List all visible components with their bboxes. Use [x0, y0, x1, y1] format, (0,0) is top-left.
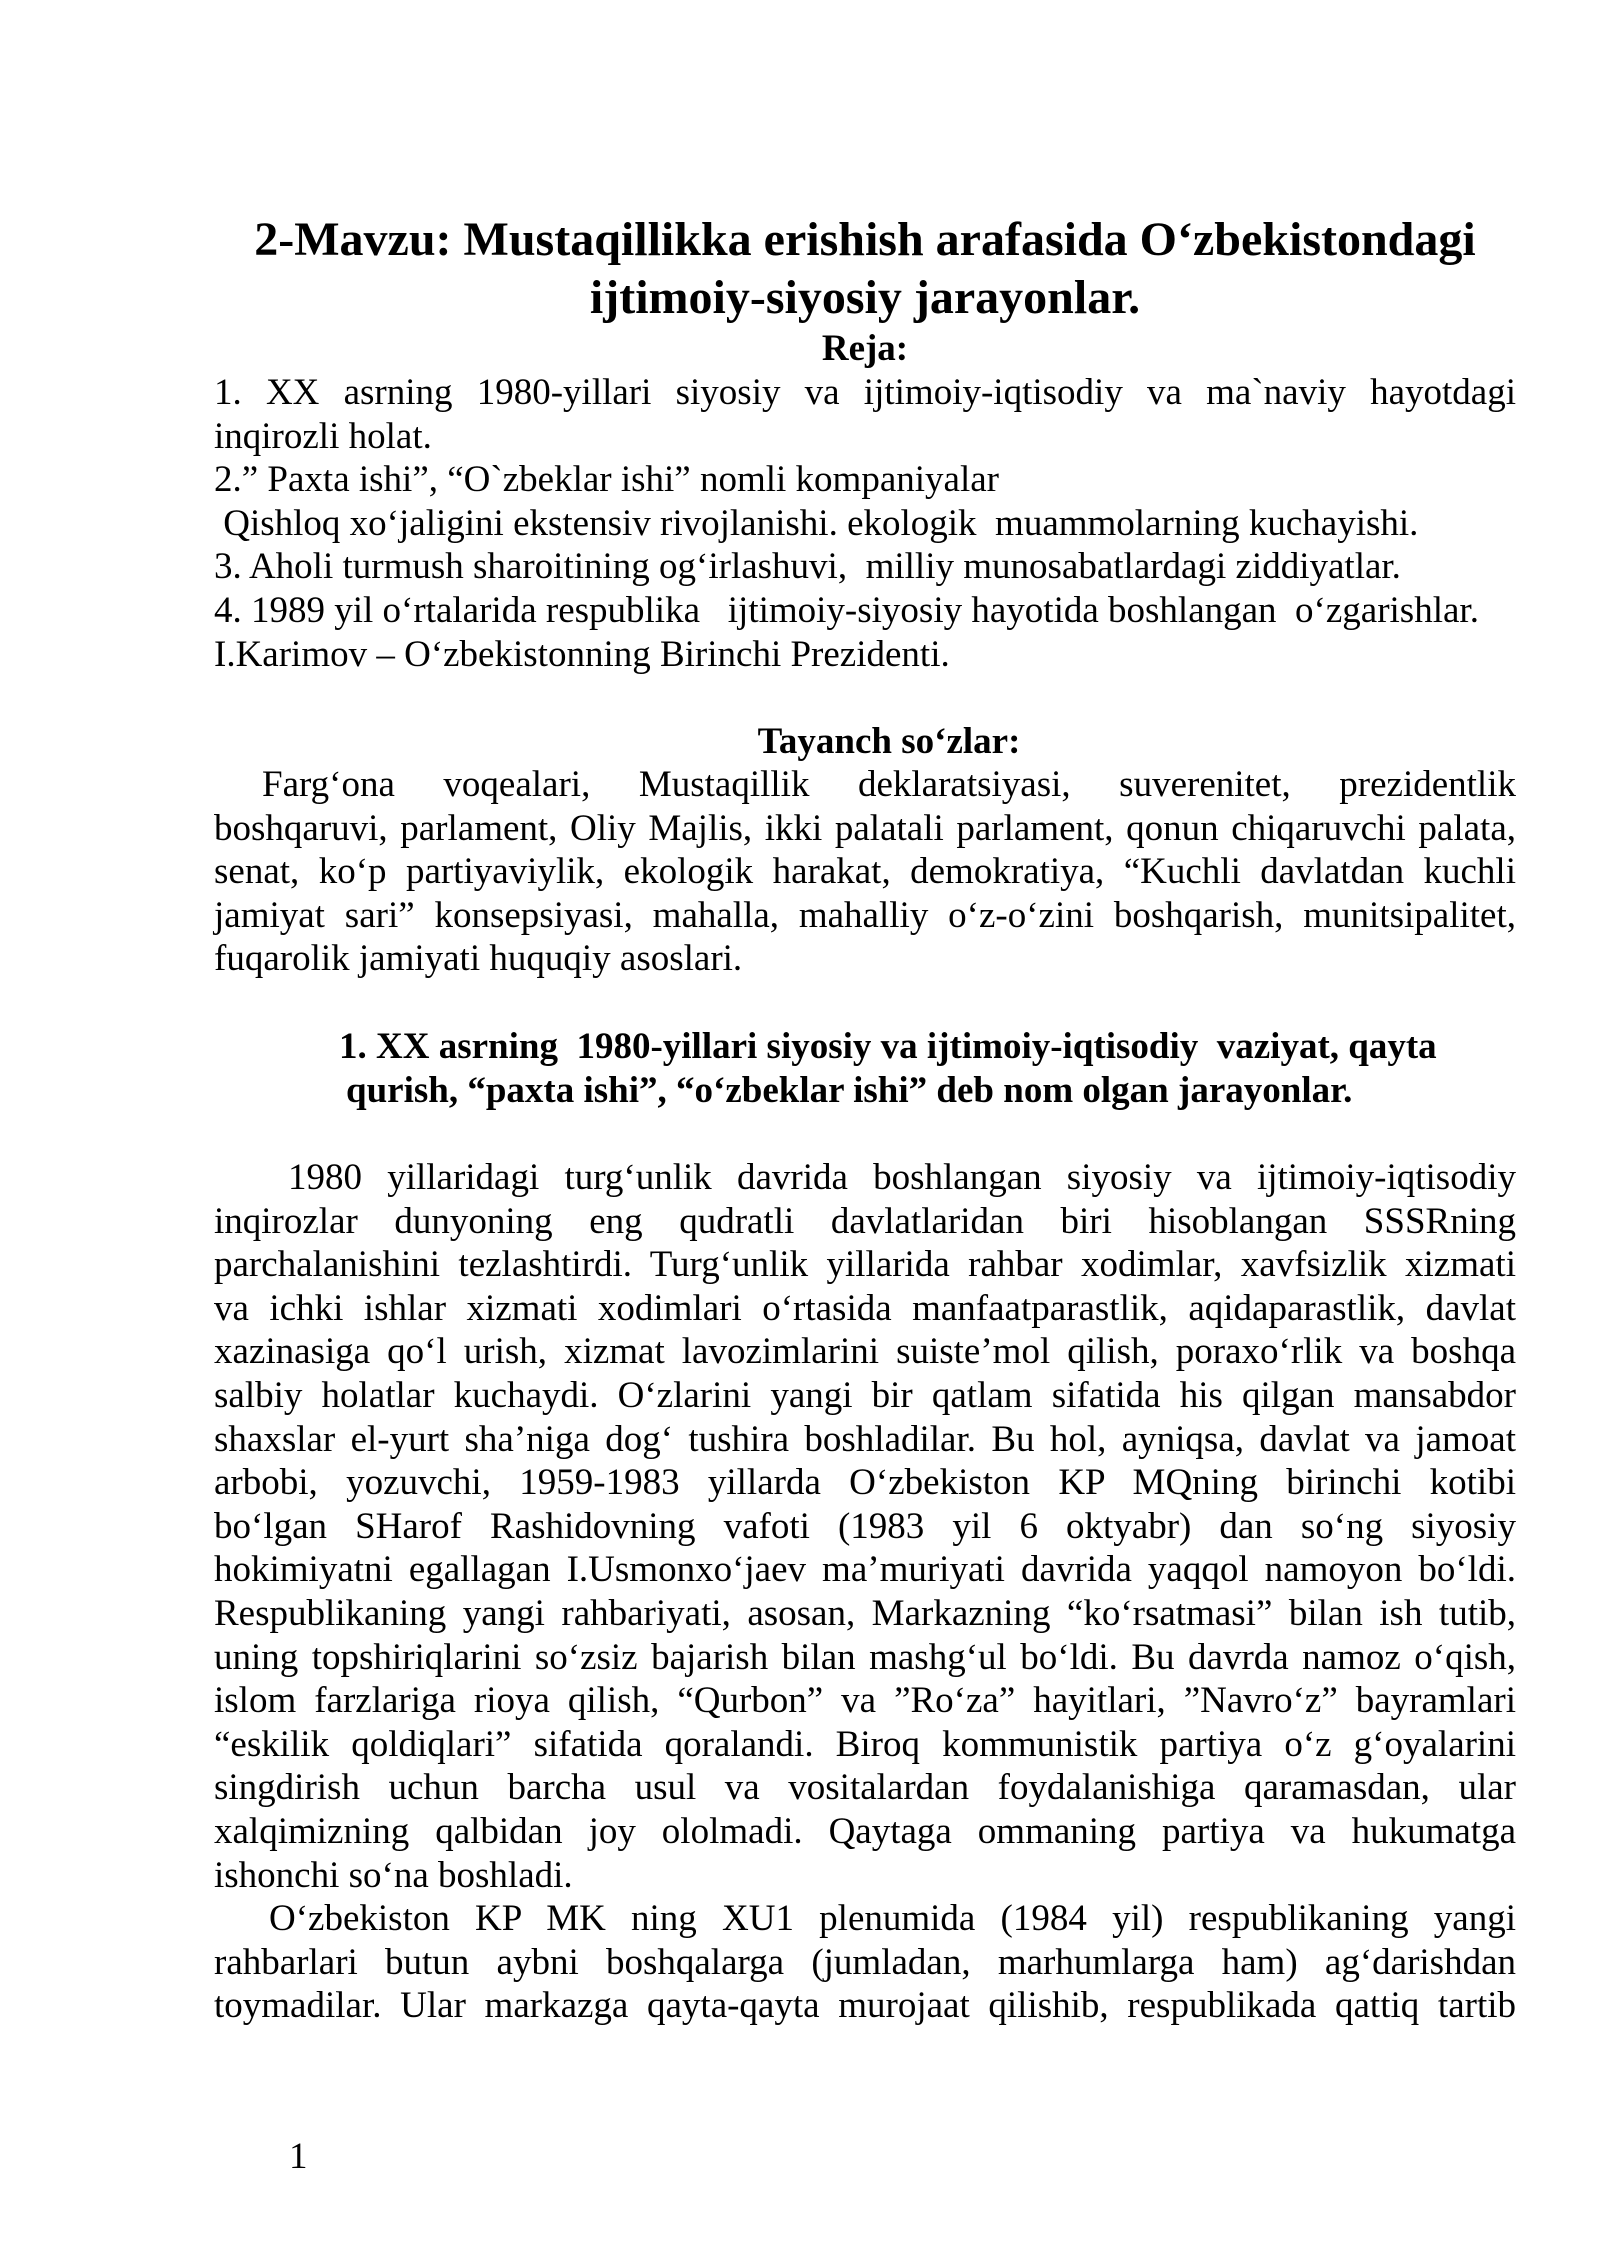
keywords-heading: Tayanch so‘zlar: [757, 721, 1021, 762]
body-line: salbiy holatlar kuchaydi. O‘zlarini yangi bir qatlam sifatida his qilgan mansabdor [214, 1374, 1516, 1416]
body-line: xalqimizning qalbidan joy ololmadi. Qaytaga ommaning partiya va hukumatga [214, 1810, 1516, 1852]
section-heading [339, 1025, 1539, 1112]
topic-title-line: 2-Mavzu: Mustaqillikka erishish arafasida O‘zbekistondagi [254, 213, 1476, 266]
body-line: toymadilar. Ular markazga qayta-qayta murojaat qilishib, respublikada qattiq tartib [214, 1985, 1516, 2027]
body-line: arbobi, yozuvchi, 1959-1983 yillarda O‘zbekiston KP MQning birinchi kotibi [214, 1462, 1516, 1504]
plan-heading: Reja: [821, 328, 909, 369]
section-heading-line: 1. XX asrning 1980-yillari siyosiy va ijtimoiy-iqtisodiy vaziyat, qayta [339, 1026, 1437, 1067]
keywords-line: jamiyat sari” konsepsiyasi, mahalla, mahalliy o‘z-o‘zini boshqarish, munitsipalitet, [214, 894, 1516, 936]
section-body [214, 1156, 1516, 2028]
body-line: xazinasiga qo‘l urish, xizmat lavozimlarini suiste’mol qilish, poraxo‘rlik va boshqa [214, 1331, 1516, 1373]
plan-item-line: 3. Aholi turmush sharoitining og‘irlashuvi, milliy munosabatlardagi ziddiyatlar. [214, 546, 1401, 588]
plan-item-line: inqirozli holat. [214, 415, 432, 457]
plan-item-line: 2.” Paxta ishi”, “O`zbeklar ishi” nomli kompaniyalar [214, 459, 999, 501]
keywords-paragraph [214, 763, 1516, 981]
body-line: singdirish uchun barcha usul va vositalardan foydalanishiga qaramasdan, ular [214, 1767, 1516, 1809]
body-paragraph [214, 1156, 1516, 1897]
body-line: Respublikaning yangi rahbariyati, asosan, Markazning “ko‘rsatmasi” bilan ish tutib, [214, 1592, 1516, 1634]
keywords-line: Farg‘ona voqealari, Mustaqillik deklaratsiyasi, suverenitet, prezidentlik [262, 764, 1516, 805]
topic-title [214, 211, 1516, 327]
body-line: inqirozlar dunyoning eng qudratli davlatlaridan biri hisoblangan SSSRning [214, 1200, 1516, 1242]
topic-title-line: ijtimoiy-siyosiy jarayonlar. [589, 271, 1141, 324]
body-line: ishonchi so‘na boshladi. [214, 1854, 573, 1896]
body-line: parchalanishini tezlashtirdi. Turg‘unlik yillarida rahbar xodimlar, xavfsizlik xizmati [214, 1244, 1516, 1286]
keywords-line: fuqarolik jamiyati huquqiy asoslari. [214, 938, 743, 980]
body-line: va ichki ishlar xizmati xodimlari o‘rtasida manfaatparastlik, aqidaparastlik, davlat [214, 1287, 1516, 1329]
body-paragraph [214, 1897, 1516, 2028]
body-line: bo‘lgan SHarof Rashidovning vafoti (1983 yil 6 oktyabr) dan so‘ng siyosiy [214, 1505, 1516, 1547]
keywords-line: senat, ko‘p partiyaviylik, ekologik harakat, demokratiya, “Kuchli davlatdan kuchli [214, 851, 1516, 893]
section-heading-line: qurish, “paxta ishi”, “o‘zbeklar ishi” deb nom olgan jarayonlar. [346, 1069, 1353, 1111]
body-line: rahbarlari butun aybni boshqalarga (jumladan, marhumlarga ham) ag‘darishdan [214, 1941, 1516, 1983]
body-line: “eskilik qoldiqlari” sifatida qoralandi. Biroq kommunistik partiya o‘z g‘oyalarini [214, 1723, 1516, 1765]
body-line: islom farzlariga rioya qilish, “Qurbon” va ”Ro‘za” hayitlari, ”Navro‘z” bayramlari [214, 1680, 1516, 1722]
body-line: 1980 yillaridagi turg‘unlik davrida boshlangan siyosiy va ijtimoiy-iqtisodiy [288, 1157, 1516, 1198]
body-line: uning topshiriqlarini so‘zsiz bajarish bilan mashg‘ul bo‘ldi. Bu davrda namoz o‘qish, [214, 1636, 1516, 1678]
plan-list [214, 371, 1516, 676]
body-line: hokimiyatni egallagan I.Usmonxo‘jaev ma’muriyati davrida yaqqol namoyon bo‘ldi. [214, 1549, 1516, 1591]
body-line: shaxslar el-yurt sha’niga dog‘ tushira boshladilar. Bu hol, ayniqsa, davlat va jamoat [214, 1418, 1516, 1460]
body-line: O‘zbekiston KP MK ning XU1 plenumida (1984 yil) respublikaning yangi [269, 1898, 1516, 1940]
plan-item-line: 1. XX asrning 1980-yillari siyosiy va ijtimoiy-iqtisodiy va ma`naviy hayotdagi [214, 372, 1516, 413]
keywords-line: boshqaruvi, parlament, Oliy Majlis, ikki palatali parlament, qonun chiqaruvchi palata, [214, 807, 1516, 849]
plan-item-line: I.Karimov – O‘zbekistonning Birinchi Prezidenti. [214, 633, 950, 675]
plan-item-line: Qishloq xo‘jaligini ekstensiv rivojlanishi. ekologik muammolarning kuchayishi. [214, 502, 1419, 544]
plan-item-line: 4. 1989 yil o‘rtalarida respublika ijtimoiy-siyosiy hayotida boshlangan o‘zgarishlar. [214, 589, 1479, 631]
page-number: 1 [289, 2136, 308, 2177]
